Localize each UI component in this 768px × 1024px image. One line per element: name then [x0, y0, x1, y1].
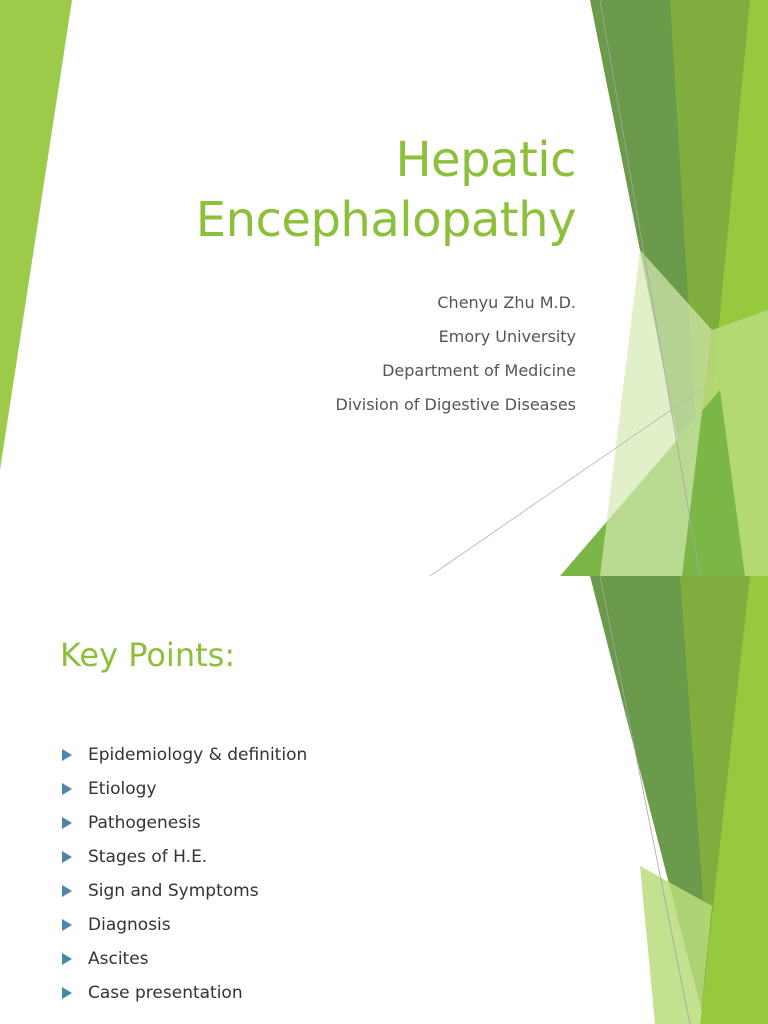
bullet-text: Ascites	[88, 949, 149, 969]
triangle-bullet-icon	[62, 919, 72, 931]
bullet-text: Epidemiology & definition	[88, 745, 308, 765]
slide-heading: Key Points:	[60, 636, 236, 674]
title-line-2: Encephalopathy	[195, 192, 576, 248]
triangle-bullet-icon	[62, 987, 72, 999]
author-department: Department of Medicine	[382, 361, 576, 380]
author-division: Division of Digestive Diseases	[335, 395, 576, 414]
triangle-bullet-icon	[62, 953, 72, 965]
triangle-bullet-icon	[62, 783, 72, 795]
key-points-list	[62, 738, 307, 1010]
list-item	[62, 942, 307, 976]
list-item	[62, 976, 307, 1010]
slide-title	[196, 130, 576, 250]
triangle-bullet-icon	[62, 749, 72, 761]
bullet-text: Case presentation	[88, 983, 243, 1003]
author-info	[336, 286, 576, 422]
list-item	[62, 738, 307, 772]
author-name: Chenyu Zhu M.D.	[437, 293, 576, 312]
title-line-1: Hepatic	[395, 132, 576, 188]
bullet-text: Sign and Symptoms	[88, 881, 259, 901]
list-item	[62, 874, 307, 908]
list-item	[62, 772, 307, 806]
bullet-text: Stages of H.E.	[88, 847, 208, 867]
triangle-bullet-icon	[62, 851, 72, 863]
left-green-sliver	[0, 0, 72, 470]
bullet-text: Pathogenesis	[88, 813, 201, 833]
triangle-bullet-icon	[62, 817, 72, 829]
author-university: Emory University	[438, 327, 576, 346]
bullet-text: Diagnosis	[88, 915, 171, 935]
list-item	[62, 908, 307, 942]
list-item	[62, 840, 307, 874]
bullet-text: Etiology	[88, 779, 157, 799]
key-points-slide	[0, 576, 768, 1024]
triangle-bullet-icon	[62, 885, 72, 897]
list-item	[62, 806, 307, 840]
